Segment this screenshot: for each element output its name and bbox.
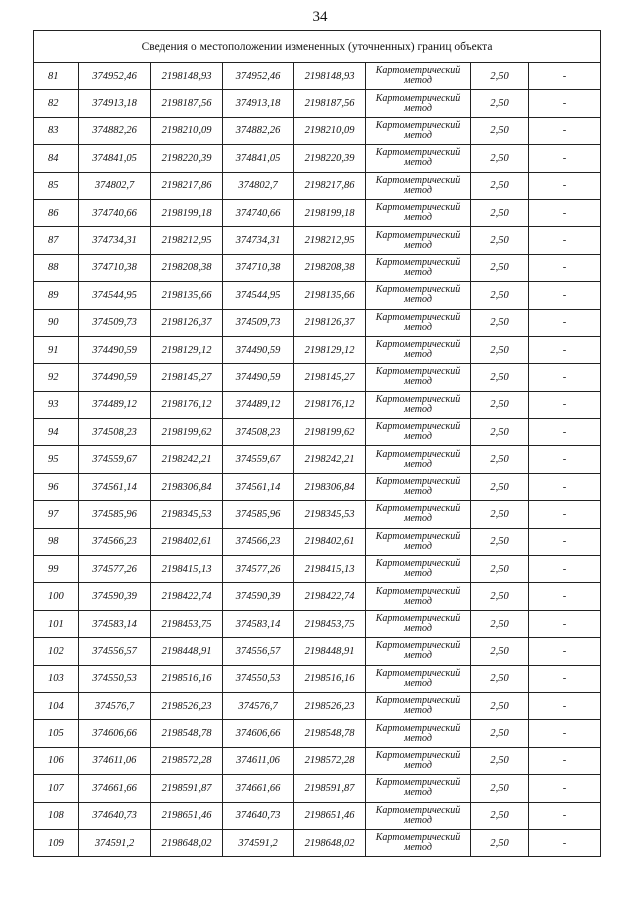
y-existing-cell: 2198199,18 — [151, 199, 223, 226]
x-new-cell: 374556,57 — [223, 638, 294, 665]
x-new-cell: 374566,23 — [223, 528, 294, 555]
method-cell: Картометрический метод — [366, 117, 471, 144]
table-row — [34, 117, 601, 144]
accuracy-cell: 2,50 — [471, 145, 529, 172]
y-existing-cell: 2198651,46 — [151, 802, 223, 829]
accuracy-cell: 2,50 — [471, 172, 529, 199]
description-cell: - — [529, 282, 601, 309]
table-row — [34, 583, 601, 610]
description-cell: - — [529, 692, 601, 719]
accuracy-cell: 2,50 — [471, 665, 529, 692]
x-new-cell: 374509,73 — [223, 309, 294, 336]
method-cell: Картометрический метод — [366, 501, 471, 528]
y-new-cell: 2198148,93 — [294, 63, 366, 90]
point-number-cell: 99 — [34, 556, 79, 583]
y-existing-cell: 2198572,28 — [151, 747, 223, 774]
x-new-cell: 374952,46 — [223, 63, 294, 90]
method-cell: Картометрический метод — [366, 802, 471, 829]
y-new-cell: 2198199,62 — [294, 419, 366, 446]
accuracy-cell: 2,50 — [471, 501, 529, 528]
method-cell: Картометрический метод — [366, 419, 471, 446]
y-existing-cell: 2198242,21 — [151, 446, 223, 473]
description-cell: - — [529, 720, 601, 747]
description-cell: - — [529, 501, 601, 528]
y-new-cell: 2198210,09 — [294, 117, 366, 144]
y-new-cell: 2198591,87 — [294, 775, 366, 802]
x-new-cell: 374576,7 — [223, 692, 294, 719]
y-existing-cell: 2198148,93 — [151, 63, 223, 90]
x-existing-cell: 374913,18 — [79, 90, 151, 117]
table-row — [34, 528, 601, 555]
y-new-cell: 2198548,78 — [294, 720, 366, 747]
y-new-cell: 2198651,46 — [294, 802, 366, 829]
accuracy-cell: 2,50 — [471, 583, 529, 610]
y-existing-cell: 2198145,27 — [151, 364, 223, 391]
method-cell: Картометрический метод — [366, 254, 471, 281]
x-new-cell: 374734,31 — [223, 227, 294, 254]
y-existing-cell: 2198126,37 — [151, 309, 223, 336]
point-number-cell: 108 — [34, 802, 79, 829]
point-number-cell: 94 — [34, 419, 79, 446]
point-number-cell: 103 — [34, 665, 79, 692]
table-row — [34, 638, 601, 665]
method-cell: Картометрический метод — [366, 172, 471, 199]
x-existing-cell: 374577,26 — [79, 556, 151, 583]
table-row — [34, 775, 601, 802]
y-new-cell: 2198220,39 — [294, 145, 366, 172]
y-new-cell: 2198306,84 — [294, 473, 366, 500]
x-new-cell: 374561,14 — [223, 473, 294, 500]
point-number-cell: 100 — [34, 583, 79, 610]
y-new-cell: 2198448,91 — [294, 638, 366, 665]
x-existing-cell: 374490,59 — [79, 336, 151, 363]
y-existing-cell: 2198220,39 — [151, 145, 223, 172]
coordinates-table — [33, 30, 601, 857]
x-existing-cell: 374841,05 — [79, 145, 151, 172]
point-number-cell: 109 — [34, 829, 79, 856]
x-new-cell: 374913,18 — [223, 90, 294, 117]
y-existing-cell: 2198453,75 — [151, 610, 223, 637]
x-existing-cell: 374606,66 — [79, 720, 151, 747]
y-new-cell: 2198242,21 — [294, 446, 366, 473]
y-existing-cell: 2198591,87 — [151, 775, 223, 802]
table-row — [34, 145, 601, 172]
point-number-cell: 107 — [34, 775, 79, 802]
y-existing-cell: 2198199,62 — [151, 419, 223, 446]
y-existing-cell: 2198210,09 — [151, 117, 223, 144]
point-number-cell: 82 — [34, 90, 79, 117]
x-new-cell: 374802,7 — [223, 172, 294, 199]
method-cell: Картометрический метод — [366, 90, 471, 117]
method-cell: Картометрический метод — [366, 528, 471, 555]
description-cell: - — [529, 775, 601, 802]
method-cell: Картометрический метод — [366, 391, 471, 418]
method-cell: Картометрический метод — [366, 692, 471, 719]
point-number-cell: 86 — [34, 199, 79, 226]
x-new-cell: 374606,66 — [223, 720, 294, 747]
point-number-cell: 90 — [34, 309, 79, 336]
accuracy-cell: 2,50 — [471, 747, 529, 774]
accuracy-cell: 2,50 — [471, 829, 529, 856]
x-existing-cell: 374952,46 — [79, 63, 151, 90]
table-title-row — [34, 31, 601, 63]
x-new-cell: 374591,2 — [223, 829, 294, 856]
point-number-cell: 101 — [34, 610, 79, 637]
accuracy-cell: 2,50 — [471, 556, 529, 583]
x-existing-cell: 374585,96 — [79, 501, 151, 528]
y-new-cell: 2198415,13 — [294, 556, 366, 583]
point-number-cell: 83 — [34, 117, 79, 144]
x-new-cell: 374544,95 — [223, 282, 294, 309]
x-existing-cell: 374559,67 — [79, 446, 151, 473]
accuracy-cell: 2,50 — [471, 117, 529, 144]
point-number-cell: 89 — [34, 282, 79, 309]
accuracy-cell: 2,50 — [471, 446, 529, 473]
table-row — [34, 254, 601, 281]
table-row — [34, 829, 601, 856]
method-cell: Картометрический метод — [366, 473, 471, 500]
description-cell: - — [529, 446, 601, 473]
accuracy-cell: 2,50 — [471, 528, 529, 555]
method-cell: Картометрический метод — [366, 829, 471, 856]
table-row — [34, 199, 601, 226]
point-number-cell: 91 — [34, 336, 79, 363]
method-cell: Картометрический метод — [366, 747, 471, 774]
table-row — [34, 692, 601, 719]
method-cell: Картометрический метод — [366, 720, 471, 747]
description-cell: - — [529, 145, 601, 172]
y-new-cell: 2198212,95 — [294, 227, 366, 254]
method-cell: Картометрический метод — [366, 775, 471, 802]
table-row — [34, 501, 601, 528]
point-number-cell: 97 — [34, 501, 79, 528]
table-row — [34, 227, 601, 254]
x-new-cell: 374611,06 — [223, 747, 294, 774]
y-new-cell: 2198572,28 — [294, 747, 366, 774]
description-cell: - — [529, 227, 601, 254]
table-row — [34, 720, 601, 747]
table-row — [34, 364, 601, 391]
x-new-cell: 374882,26 — [223, 117, 294, 144]
y-new-cell: 2198345,53 — [294, 501, 366, 528]
x-existing-cell: 374576,7 — [79, 692, 151, 719]
y-existing-cell: 2198526,23 — [151, 692, 223, 719]
method-cell: Картометрический метод — [366, 227, 471, 254]
method-cell: Картометрический метод — [366, 446, 471, 473]
description-cell: - — [529, 309, 601, 336]
x-existing-cell: 374508,23 — [79, 419, 151, 446]
table-row — [34, 391, 601, 418]
description-cell: - — [529, 556, 601, 583]
description-cell: - — [529, 528, 601, 555]
x-new-cell: 374585,96 — [223, 501, 294, 528]
accuracy-cell: 2,50 — [471, 473, 529, 500]
y-existing-cell: 2198187,56 — [151, 90, 223, 117]
accuracy-cell: 2,50 — [471, 282, 529, 309]
table-row — [34, 665, 601, 692]
y-existing-cell: 2198422,74 — [151, 583, 223, 610]
y-existing-cell: 2198217,86 — [151, 172, 223, 199]
accuracy-cell: 2,50 — [471, 610, 529, 637]
x-new-cell: 374559,67 — [223, 446, 294, 473]
point-number-cell: 84 — [34, 145, 79, 172]
accuracy-cell: 2,50 — [471, 199, 529, 226]
y-new-cell: 2198422,74 — [294, 583, 366, 610]
point-number-cell: 92 — [34, 364, 79, 391]
x-new-cell: 374841,05 — [223, 145, 294, 172]
y-new-cell: 2198402,61 — [294, 528, 366, 555]
table-row — [34, 63, 601, 90]
x-existing-cell: 374661,66 — [79, 775, 151, 802]
point-number-cell: 95 — [34, 446, 79, 473]
method-cell: Картометрический метод — [366, 145, 471, 172]
y-new-cell: 2198187,56 — [294, 90, 366, 117]
y-new-cell: 2198145,27 — [294, 364, 366, 391]
description-cell: - — [529, 583, 601, 610]
point-number-cell: 81 — [34, 63, 79, 90]
x-existing-cell: 374591,2 — [79, 829, 151, 856]
y-new-cell: 2198176,12 — [294, 391, 366, 418]
y-existing-cell: 2198415,13 — [151, 556, 223, 583]
y-new-cell: 2198129,12 — [294, 336, 366, 363]
x-new-cell: 374490,59 — [223, 364, 294, 391]
method-cell: Картометрический метод — [366, 63, 471, 90]
table-row — [34, 282, 601, 309]
y-new-cell: 2198648,02 — [294, 829, 366, 856]
accuracy-cell: 2,50 — [471, 336, 529, 363]
table-row — [34, 419, 601, 446]
x-existing-cell: 374640,73 — [79, 802, 151, 829]
x-existing-cell: 374882,26 — [79, 117, 151, 144]
description-cell: - — [529, 610, 601, 637]
accuracy-cell: 2,50 — [471, 692, 529, 719]
x-new-cell: 374490,59 — [223, 336, 294, 363]
method-cell: Картометрический метод — [366, 556, 471, 583]
point-number-cell: 88 — [34, 254, 79, 281]
accuracy-cell: 2,50 — [471, 63, 529, 90]
y-new-cell: 2198453,75 — [294, 610, 366, 637]
accuracy-cell: 2,50 — [471, 802, 529, 829]
x-existing-cell: 374740,66 — [79, 199, 151, 226]
table-body — [34, 63, 601, 857]
y-existing-cell: 2198176,12 — [151, 391, 223, 418]
x-existing-cell: 374734,31 — [79, 227, 151, 254]
x-new-cell: 374740,66 — [223, 199, 294, 226]
method-cell: Картометрический метод — [366, 638, 471, 665]
y-new-cell: 2198516,16 — [294, 665, 366, 692]
method-cell: Картометрический метод — [366, 610, 471, 637]
x-existing-cell: 374544,95 — [79, 282, 151, 309]
table-title: Сведения о местоположении измененных (уточненных) границ объекта — [34, 31, 601, 63]
x-existing-cell: 374509,73 — [79, 309, 151, 336]
table-row — [34, 473, 601, 500]
x-existing-cell: 374490,59 — [79, 364, 151, 391]
description-cell: - — [529, 364, 601, 391]
x-new-cell: 374577,26 — [223, 556, 294, 583]
y-existing-cell: 2198212,95 — [151, 227, 223, 254]
description-cell: - — [529, 254, 601, 281]
accuracy-cell: 2,50 — [471, 309, 529, 336]
method-cell: Картометрический метод — [366, 282, 471, 309]
point-number-cell: 96 — [34, 473, 79, 500]
table-row — [34, 172, 601, 199]
x-new-cell: 374550,53 — [223, 665, 294, 692]
point-number-cell: 98 — [34, 528, 79, 555]
method-cell: Картометрический метод — [366, 665, 471, 692]
x-new-cell: 374640,73 — [223, 802, 294, 829]
table-row — [34, 556, 601, 583]
accuracy-cell: 2,50 — [471, 775, 529, 802]
y-existing-cell: 2198135,66 — [151, 282, 223, 309]
description-cell: - — [529, 172, 601, 199]
method-cell: Картометрический метод — [366, 336, 471, 363]
y-existing-cell: 2198648,02 — [151, 829, 223, 856]
point-number-cell: 102 — [34, 638, 79, 665]
x-existing-cell: 374489,12 — [79, 391, 151, 418]
accuracy-cell: 2,50 — [471, 391, 529, 418]
point-number-cell: 105 — [34, 720, 79, 747]
table-row — [34, 610, 601, 637]
x-existing-cell: 374550,53 — [79, 665, 151, 692]
accuracy-cell: 2,50 — [471, 638, 529, 665]
table-row — [34, 802, 601, 829]
x-existing-cell: 374566,23 — [79, 528, 151, 555]
y-new-cell: 2198126,37 — [294, 309, 366, 336]
description-cell: - — [529, 747, 601, 774]
method-cell: Картометрический метод — [366, 199, 471, 226]
y-existing-cell: 2198548,78 — [151, 720, 223, 747]
y-new-cell: 2198217,86 — [294, 172, 366, 199]
accuracy-cell: 2,50 — [471, 419, 529, 446]
y-existing-cell: 2198306,84 — [151, 473, 223, 500]
method-cell: Картометрический метод — [366, 364, 471, 391]
accuracy-cell: 2,50 — [471, 227, 529, 254]
y-existing-cell: 2198345,53 — [151, 501, 223, 528]
point-number-cell: 93 — [34, 391, 79, 418]
description-cell: - — [529, 829, 601, 856]
y-existing-cell: 2198208,38 — [151, 254, 223, 281]
point-number-cell: 87 — [34, 227, 79, 254]
point-number-cell: 106 — [34, 747, 79, 774]
y-new-cell: 2198526,23 — [294, 692, 366, 719]
x-new-cell: 374583,14 — [223, 610, 294, 637]
accuracy-cell: 2,50 — [471, 720, 529, 747]
point-number-cell: 85 — [34, 172, 79, 199]
x-existing-cell: 374590,39 — [79, 583, 151, 610]
table-row — [34, 90, 601, 117]
page-number: 34 — [312, 9, 328, 25]
x-new-cell: 374661,66 — [223, 775, 294, 802]
description-cell: - — [529, 117, 601, 144]
description-cell: - — [529, 336, 601, 363]
method-cell: Картометрический метод — [366, 583, 471, 610]
y-existing-cell: 2198129,12 — [151, 336, 223, 363]
point-number-cell: 104 — [34, 692, 79, 719]
accuracy-cell: 2,50 — [471, 254, 529, 281]
description-cell: - — [529, 63, 601, 90]
x-existing-cell: 374583,14 — [79, 610, 151, 637]
description-cell: - — [529, 419, 601, 446]
table-row — [34, 446, 601, 473]
description-cell: - — [529, 802, 601, 829]
table-row — [34, 336, 601, 363]
table-row — [34, 747, 601, 774]
description-cell: - — [529, 199, 601, 226]
description-cell: - — [529, 391, 601, 418]
description-cell: - — [529, 638, 601, 665]
description-cell: - — [529, 665, 601, 692]
x-new-cell: 374710,38 — [223, 254, 294, 281]
y-existing-cell: 2198448,91 — [151, 638, 223, 665]
x-existing-cell: 374710,38 — [79, 254, 151, 281]
y-existing-cell: 2198516,16 — [151, 665, 223, 692]
y-new-cell: 2198135,66 — [294, 282, 366, 309]
x-existing-cell: 374561,14 — [79, 473, 151, 500]
method-cell: Картометрический метод — [366, 309, 471, 336]
description-cell: - — [529, 473, 601, 500]
y-new-cell: 2198208,38 — [294, 254, 366, 281]
y-existing-cell: 2198402,61 — [151, 528, 223, 555]
accuracy-cell: 2,50 — [471, 90, 529, 117]
x-existing-cell: 374611,06 — [79, 747, 151, 774]
x-new-cell: 374508,23 — [223, 419, 294, 446]
accuracy-cell: 2,50 — [471, 364, 529, 391]
table-row — [34, 309, 601, 336]
x-existing-cell: 374802,7 — [79, 172, 151, 199]
x-new-cell: 374489,12 — [223, 391, 294, 418]
y-new-cell: 2198199,18 — [294, 199, 366, 226]
x-existing-cell: 374556,57 — [79, 638, 151, 665]
description-cell: - — [529, 90, 601, 117]
x-new-cell: 374590,39 — [223, 583, 294, 610]
